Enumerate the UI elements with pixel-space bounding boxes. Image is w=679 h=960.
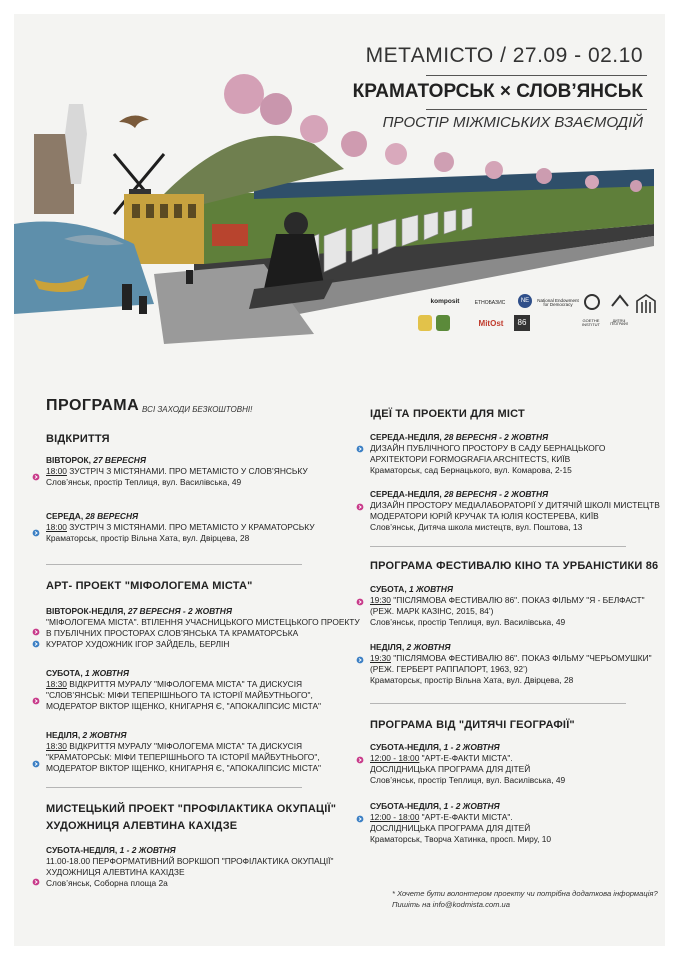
kramatorsk-marker-icon [32,529,40,537]
event: СУБОТА-НЕДІЛЯ, 1 - 2 ЖОВТНЯ 12:00 - 18:00 "АРТ-Е-ФАКТИ МІСТА". ДОСЛІДНИЦЬКА ПРОГРАМА ДЛЯ ДІТЕЙ Краматорськ, Творча Хатинка, просп. Миру, 10 [370,801,552,844]
kompozit-logo: komposit [430,297,460,305]
slovyansk-marker-icon [356,598,364,606]
tram [212,224,248,246]
slovyansk-marker-icon [356,503,364,511]
festival-subtitle: ПРОСТІР МІЖМІСЬКИХ ВЗАЄМОДІЙ [382,114,643,131]
slovyansk-marker-icon [32,628,40,636]
ned-seal-icon: NE [518,294,532,308]
volunteer-note: * Хочете бути волонтером проекту чи потрібна додаткова інформація? Пишіть на info@kodmista.com.ua [392,889,658,909]
section-title: ПРОГРАМА ВІД "ДИТЯЧІ ГЕОГРАФІЇ" [370,719,575,731]
divider [370,546,626,547]
event: СЕРЕДА-НЕДІЛЯ, 28 ВЕРЕСНЯ - 2 ЖОВТНЯ ДИЗАЙН ПУБЛІЧНОГО ПРОСТОРУ В САДУ БЕРНАЦЬКОГО АРХІТЕКТОРИ FORMOGRAFIA ARCHITECTS, КИЇВ Краматорськ, сад Бернацького, вул. Комарова, 2-15 [370,432,606,475]
section-title: ВІДКРИТТЯ [46,433,110,445]
section-title: ХУДОЖНИЦЯ АЛЕВТИНА КАХІДЗЕ [46,820,238,832]
slovyansk-marker-icon [32,473,40,481]
poster [14,14,665,946]
coat-of-arms-icon [418,315,432,331]
event: СУБОТА-НЕДІЛЯ, 1 - 2 ЖОВТНЯ 12:00 - 18:00 "АРТ-Е-ФАКТИ МІСТА". ДОСЛІДНИЦЬКА ПРОГРАМА ДЛЯ ДІТЕЙ Слов’янськ, простір Теплиця, вул. Василівська, 49 [370,742,566,785]
goethe-ring-icon [584,294,600,310]
section-title: АРТ- ПРОЕКТ "МІФОЛОГЕМА МІСТА" [46,580,253,592]
festival-cities: КРАМАТОРСЬК × СЛОВ’ЯНСЬК [352,81,643,102]
free-note: ВСІ ЗАХОДИ БЕЗКОШТОВНІ! [142,405,253,414]
event: СЕРЕДА-НЕДІЛЯ, 28 ВЕРЕСНЯ - 2 ЖОВТНЯ ДИЗАЙН ПРОСТОРУ МЕДІАЛАБОРАТОРІЇ У ДИТЯЧІЙ ШКОЛІ МИСТЕЦТВ МОДЕРАТОРИ ЮРІЙ КРУЧАК ТА ЮЛІЯ КОСТЕРЕВА, КИЇВ Слов’янськ, Дитяча школа мистецтв, вул. Поштова, 13 [370,489,660,532]
ned-logo: National Endowment for Democracy [537,297,579,307]
festival-title: МЕТАМІСТО / 27.09 - 02.10 [365,44,643,67]
event: НЕДІЛЯ, 2 ЖОВТНЯ 19:30 "ПІСЛЯМОВА ФЕСТИВАЛЮ 86". ПОКАЗ ФІЛЬМУ "ЧЕРЬОМУШКИ" (РЕЖ. ГЕРБЕРТ РАППАПОРТ, 1963, 92’) Краматорськ, простір Вільна Хата, вул. Двірцева, 28 [370,642,652,685]
kodmista-icon [610,294,630,308]
bird [119,115,149,128]
event: ВІВТОРОК, 27 ВЕРЕСНЯ 18:00 ЗУСТРІЧ З МІСТЯНАМИ. ПРО МЕТАМІСТО У СЛОВ’ЯНСЬКУ Слов’янськ, простір Теплиця, вул. Василівська, 49 [46,455,308,487]
slovyansk-marker-icon [32,878,40,886]
metamisto-logo-icon [634,292,658,316]
slovyansk-marker-icon [32,697,40,705]
event: СУБОТА-НЕДІЛЯ, 1 - 2 ЖОВТНЯ 11.00-18.00 ПЕРФОРМАТИВНИЙ ВОРКШОП "ПРОФІЛАКТИКА ОКУПАЦІЇ" ХУДОЖНИЦЯ АЛЕВТИНА КАХІДЗЕ Слов’янськ, Соборна площа 2а [46,845,334,888]
fest86-logo: 86 [514,315,530,331]
kramatorsk-marker-icon [32,640,40,648]
kramatorsk-marker-icon [356,445,364,453]
goethe-logo: GOETHE INSTITUT [582,318,600,327]
event: СЕРЕДА, 28 ВЕРЕСНЯ 18:00 ЗУСТРІЧ З МІСТЯНАМИ. ПРО МЕТАМІСТО У КРАМАТОРСЬКУ Краматорськ, простір Вільна Хата, вул. Двірцева, 28 [46,511,315,543]
divider [370,703,626,704]
divider [46,564,302,565]
kramatorsk-marker-icon [356,656,364,664]
event: СУБОТА, 1 ЖОВТНЯ 18:30 ВІДКРИТТЯ МУРАЛУ "МІФОЛОГЕМА МІСТА" ТА ДИСКУСІЯ "СЛОВ’ЯНСЬК: МІФИ ТЕПЕРІШНЬОГО ТА ІСТОРІЇ МАЙБУТНЬОГО", МОДЕРАТОР ВІКТОР ІЩЕНКО, КНИГАРНЯ Є, "АПОКАЛІПСИС МІСТА" [46,668,321,711]
etnos-logo: ЕТНОБАЗИС [474,299,506,306]
program-heading: ПРОГРАМА [46,397,140,414]
section-title: ПРОГРАМА ФЕСТИВАЛЮ КІНО ТА УРБАНІСТИКИ 86 [370,560,659,572]
section-title: МИСТЕЦЬКИЙ ПРОЕКТ "ПРОФІЛАКТИКА ОКУПАЦІЇ" [46,803,337,815]
event: ВІВТОРОК-НЕДІЛЯ, 27 ВЕРЕСНЯ - 2 ЖОВТНЯ "МІФОЛОГЕМА МІСТА". ВТІЛЕННЯ УЧАСНИЦЬКОГО МИСТЕЦЬКОГО ПРОЕКТУ В ПУБЛІЧНИХ ПРОСТОРАХ СЛОВ’ЯНСЬКА ТА КРАМАТОРСЬКА КУРАТОР ХУДОЖНИК ІГОР ЗАЙДЕЛЬ, БЕРЛІН [46,606,360,649]
partner-logo [536,318,576,328]
divider [46,787,302,788]
kodmista-logo: ДИТЯЧІ ГЕОГРАФІЇ [610,318,628,326]
mitost-logo: MitOst [478,319,504,328]
coat-of-arms-icon [436,315,450,331]
sponsor-logos [418,296,658,336]
event: НЕДІЛЯ, 2 ЖОВТНЯ 18:30 ВІДКРИТТЯ МУРАЛУ "МІФОЛОГЕМА МІСТА" ТА ДИСКУСІЯ "КРАМАТОРСЬК: МІФИ ТЕПЕРІШНЬОГО ТА ІСТОРІЇ МАЙБУТНЬОГО", МОДЕРАТОР ВІКТОР ІЩЕНКО, КНИГАРНЯ Є, "АПОКАЛІПСИС МІСТА" [46,730,321,773]
kramatorsk-marker-icon [356,815,364,823]
slovyansk-marker-icon [356,756,364,764]
event: СУБОТА, 1 ЖОВТНЯ 19:30 "ПІСЛЯМОВА ФЕСТИВАЛЮ 86". ПОКАЗ ФІЛЬМУ "Я - БЕЛФАСТ" (РЕЖ. МАРК КАЗІНС, 2015, 84’) Слов’янськ, простір Теплиця, вул. Василівська, 49 [370,584,645,627]
kramatorsk-marker-icon [32,760,40,768]
section-title: ІДЕЇ ТА ПРОЕКТИ ДЛЯ МІСТ [370,408,525,420]
